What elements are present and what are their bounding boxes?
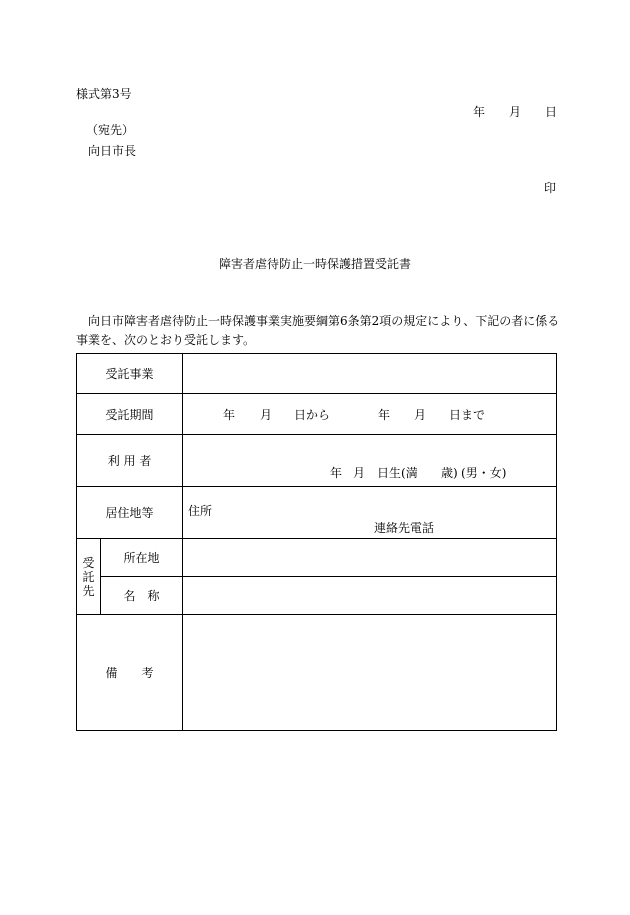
table-row-remarks — [77, 615, 557, 731]
name-value[interactable] — [183, 577, 557, 615]
period-month2: 月 — [414, 408, 427, 422]
period-year2: 年 — [378, 408, 391, 422]
consignment-table — [76, 353, 557, 731]
period-value[interactable] — [183, 394, 557, 435]
sex-choice: (男・女) — [461, 466, 507, 480]
date-day-label: 日 — [545, 105, 558, 119]
table-row-user — [77, 435, 557, 487]
addressee: 向日市長 — [88, 144, 137, 158]
location-label: 所在地 — [101, 539, 183, 577]
name-label: 名 称 — [101, 577, 183, 615]
date-year-label: 年 — [473, 105, 486, 119]
residence-label: 居住地等 — [77, 487, 183, 539]
residence-value[interactable] — [183, 487, 557, 539]
contractor-vertical-label: 受 託 先 — [77, 539, 101, 615]
period-day-to: 日まで — [449, 408, 486, 422]
remarks-label: 備 考 — [77, 615, 183, 731]
document-title: 障害者虐待防止一時保護措置受託書 — [218, 257, 411, 271]
period-month1: 月 — [260, 408, 273, 422]
seal-mark: 印 — [544, 181, 557, 195]
business-value[interactable] — [183, 354, 557, 394]
birth-day: 日生(満 — [377, 466, 418, 480]
table-row-name — [77, 577, 557, 615]
body-text-line2: 事業を、次のとおり受託します。 — [76, 333, 256, 347]
table-row-period — [77, 394, 557, 435]
address-label: 住所 — [188, 504, 213, 518]
form-number: 様式第3号 — [76, 87, 132, 101]
phone-label: 連絡先電話 — [374, 521, 435, 535]
period-year1: 年 — [223, 408, 236, 422]
age-unit: 歳) — [441, 466, 458, 480]
period-label: 受託期間 — [77, 394, 183, 435]
user-label: 利 用 者 — [77, 435, 183, 487]
body-text-line1: 向日市障害者虐待防止一時保護事業実施要綱第6条第2項の規定により、下記の者に係る — [88, 314, 560, 328]
table-row-business — [77, 354, 557, 394]
remarks-value[interactable] — [183, 615, 557, 731]
birth-month: 月 — [353, 466, 366, 480]
business-label: 受託事業 — [77, 354, 183, 394]
date-month-label: 月 — [509, 105, 522, 119]
addressee-label: （宛先） — [86, 123, 135, 137]
table-row-residence — [77, 487, 557, 539]
user-value[interactable] — [183, 435, 557, 487]
location-value[interactable] — [183, 539, 557, 577]
table-row-location — [77, 539, 557, 577]
birth-year: 年 — [330, 466, 343, 480]
period-day-from: 日から — [294, 408, 331, 422]
